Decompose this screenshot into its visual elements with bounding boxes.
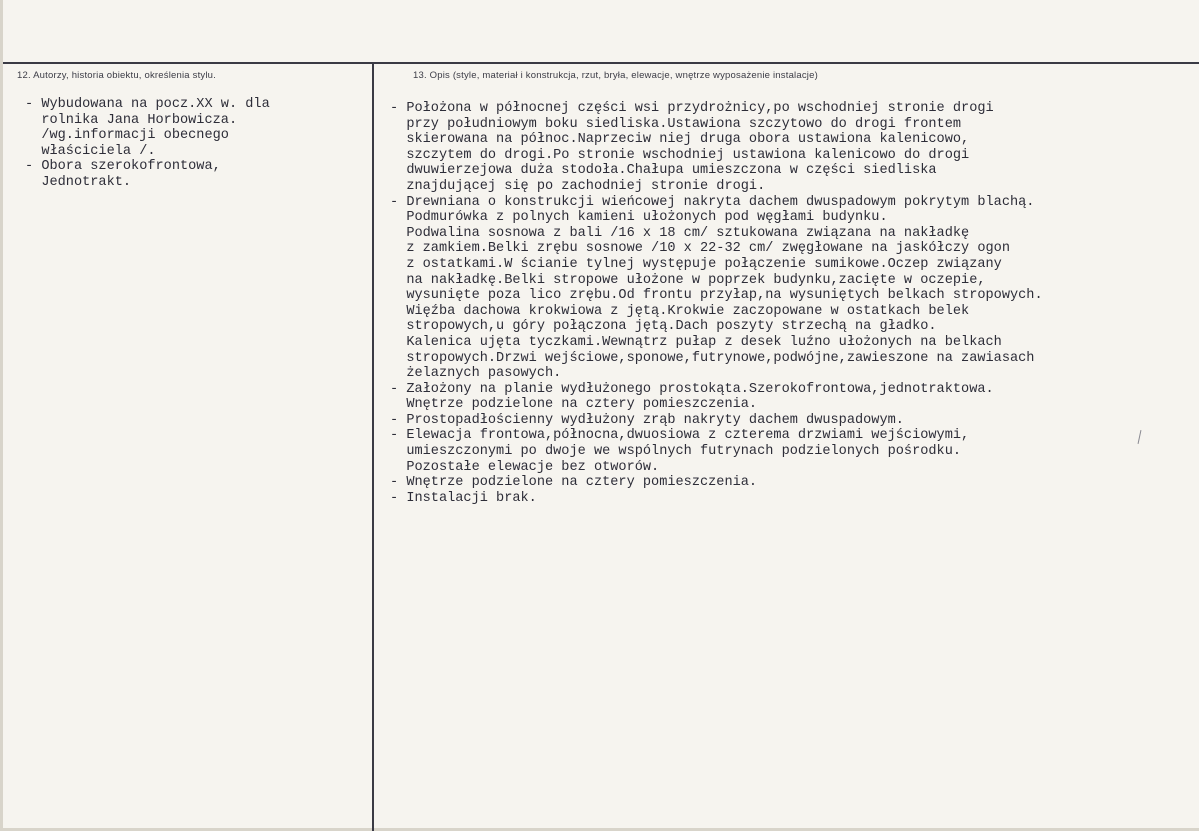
- header-rule: [3, 62, 1199, 64]
- text-line: /wg.informacji obecnego: [25, 128, 229, 144]
- text-line: znajdującej się po zachodniej stronie drogi.: [390, 178, 766, 194]
- text-line: rolnika Jana Horbowicza.: [25, 112, 238, 128]
- text-line: żelaznych pasowych.: [390, 366, 562, 382]
- field-13-text: [390, 101, 1198, 506]
- text-line: umieszczonymi po dwoje we wspólnych futrynach podzielonych pośrodku.: [390, 444, 962, 460]
- text-line: Jednotrakt.: [25, 174, 132, 190]
- field-13-header: 13. Opis (style, materiał i konstrukcja, rzut, bryła, elewacje, wnętrze wyposażenie instalacje): [413, 70, 818, 81]
- text-line: Kalenica ujęta tyczkami.Wewnątrz pułap z desek luźno ułożonych na belkach: [390, 334, 1002, 350]
- text-line: - Elewacja frontowa,północna,dwuosiowa z czterema drzwiami wejściowymi,: [390, 428, 970, 444]
- text-line: z zamkiem.Belki zrębu sosnowe /10 x 22-32 cm/ zwęgłowane na jaskółczy ogon: [390, 241, 1010, 257]
- text-line: - Położona w północnej części wsi przydrożnicy,po wschodniej stronie drogi: [390, 101, 994, 116]
- text-line: - Wybudowana na pocz.XX w. dla: [25, 97, 270, 112]
- text-line: na nakładkę.Belki stropowe ułożone w poprzek budynku,zacięte w oczepie,: [390, 272, 986, 288]
- column-divider: [372, 62, 374, 831]
- field-12-text: [25, 97, 365, 191]
- text-line: Podmurówka z polnych kamieni ułożonych pod węgłami budynku.: [390, 210, 888, 226]
- text-line: - Założony na planie wydłużonego prostokąta.Szerokofrontowa,jednotraktowa.: [390, 381, 994, 397]
- text-line: szczytem do drogi.Po stronie wschodniej ustawiona kalenicowo do drogi: [390, 147, 970, 163]
- text-line: dwuwierzejowa duża stodoła.Chałupa umieszczona w części siedliska: [390, 163, 937, 179]
- text-line: Wnętrze podzielone na cztery pomieszczenia.: [390, 397, 758, 413]
- text-line: Pozostałe elewacje bez otworów.: [390, 459, 660, 475]
- field-12-header: 12. Autorzy, historia obiektu, określenia stylu.: [17, 70, 216, 81]
- text-line: przy południowym boku siedliska.Ustawiona szczytowo do drogi frontem: [390, 116, 962, 132]
- text-line: - Obora szerokofrontowa,: [25, 159, 221, 175]
- text-line: z ostatkami.W ścianie tylnej występuje połączenie sumikowe.Oczep związany: [390, 256, 1002, 272]
- text-line: stropowych.Drzwi wejściowe,sponowe,futrynowe,podwójne,zawieszone na zawiasach: [390, 350, 1035, 366]
- text-line: - Wnętrze podzielone na cztery pomieszczenia.: [390, 475, 758, 491]
- text-line: właściciela /.: [25, 143, 156, 159]
- text-line: - Prostopadłościenny wydłużony zrąb nakryty dachem dwuspadowym.: [390, 412, 904, 428]
- text-line: wysunięte poza lico zrębu.Od frontu przyłap,na wysuniętych belkach stropowych.: [390, 288, 1043, 304]
- text-line: Więźba dachowa krokwiowa z jętą.Krokwie zaczopowane w ostatkach belek: [390, 303, 970, 319]
- text-line: - Drewniana o konstrukcji wieńcowej nakryta dachem dwuspadowym pokrytym blachą.: [390, 194, 1035, 210]
- text-line: Podwalina sosnowa z bali /16 x 18 cm/ sztukowana związana na nakładkę: [390, 225, 970, 241]
- text-line: stropowych,u góry połączona jętą.Dach poszyty strzechą na gładko.: [390, 319, 937, 335]
- text-line: - Instalacji brak.: [390, 490, 537, 506]
- text-line: skierowana na północ.Naprzeciw niej druga obora ustawiona kalenicowo,: [390, 132, 970, 148]
